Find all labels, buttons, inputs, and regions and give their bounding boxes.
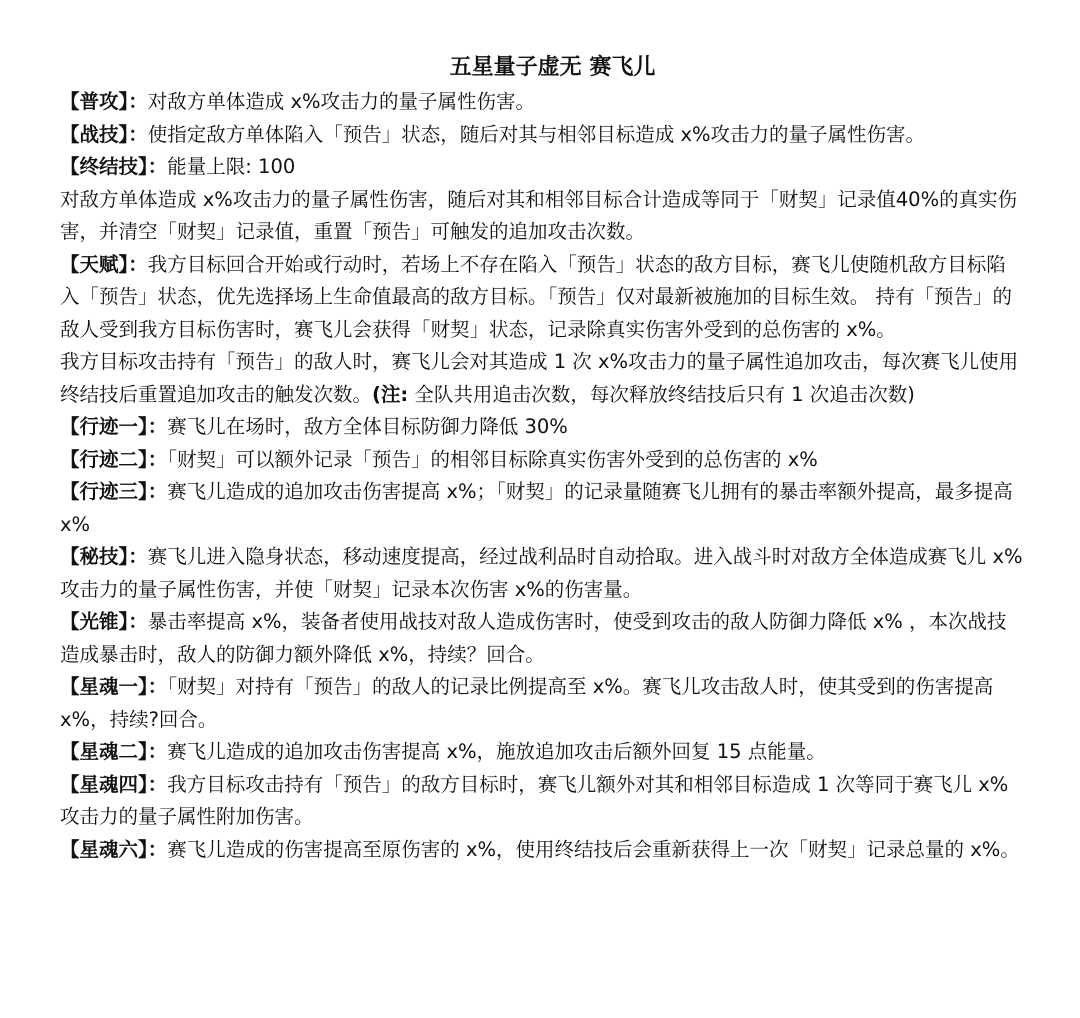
document bbox=[60, 50, 1025, 866]
section-label: 【星魂六】： bbox=[60, 837, 168, 861]
section-ultimate bbox=[60, 151, 1025, 184]
section-text: 我方目标攻击持有「预告」的敌人时，赛飞儿会对其造成 1 次 x%攻击力的量子属性追加攻击，每次赛飞儿使用终结技后重置追加攻击的触发次数。 bbox=[60, 350, 1019, 406]
section-text: 能量上限: 100 bbox=[167, 155, 296, 178]
section-eidolon-6 bbox=[60, 834, 1025, 867]
section-text: 我方目标回合开始或行动时，若场上不存在陷入「预告」状态的敌方目标，赛飞儿使随机敌方目标陷入「预告」状态，优先选择场上生命值最高的敌方目标。「预告」仅对最新被施加的目标生效。 持有「预告」的敌人受到我方目标伤害时，赛飞儿会获得「财契」状态，记录除真实伤害外受到的总伤害的 x%。 bbox=[60, 252, 1012, 341]
section-text: 使指定敌方单体陷入「预告」状态，随后对其与相邻目标造成 x%攻击力的量子属性伤害。 bbox=[147, 122, 926, 146]
section-label: 【终结技】： bbox=[60, 155, 168, 178]
section-label: 【行迹三】： bbox=[60, 480, 168, 503]
section-label: 【光锥】： bbox=[60, 610, 148, 633]
section-label: 【天赋】： bbox=[60, 252, 148, 276]
section-trace-2 bbox=[60, 444, 1025, 477]
section-text: 赛飞儿造成的追加攻击伤害提高 x%，施放追加攻击后额外回复 15 点能量。 bbox=[167, 740, 826, 763]
note-text: 全队共用追击次数，每次释放终结技后只有 1 次追击次数) bbox=[408, 382, 915, 406]
section-talent-followup bbox=[60, 346, 1025, 411]
note-label: (注: bbox=[372, 382, 409, 406]
section-text: 赛飞儿造成的追加攻击伤害提高 x%；「财契」的记录量随赛飞儿拥有的暴击率额外提高，最多提高 x% bbox=[60, 480, 1013, 536]
section-text: 暴击率提高 x%，装备者使用战技对敌人造成伤害时，使受到攻击的敌人防御力降低 x% ，本次战技造成暴击时，敌人的防御力额外降低 x%，持续？回合。 bbox=[60, 610, 1007, 666]
section-text: 赛飞儿在场时，敌方全体目标防御力降低 30% bbox=[167, 415, 568, 438]
section-text: 「财契」可以额外记录「预告」的相邻目标除真实伤害外受到的总伤害的 x% bbox=[167, 447, 818, 471]
section-talent bbox=[60, 249, 1025, 347]
section-ultimate-description bbox=[60, 184, 1025, 249]
document-title: 五星量子虚无 赛飞儿 bbox=[449, 55, 656, 80]
section-trace-1 bbox=[60, 411, 1025, 444]
section-label: 【战技】： bbox=[60, 122, 148, 146]
section-text: 「财契」对持有「预告」的敌人的记录比例提高至 x%。赛飞儿攻击敌人时，使其受到的伤害提高 x%，持续?回合。 bbox=[60, 675, 994, 731]
section-eidolon-2 bbox=[60, 736, 1025, 769]
section-text: 对敌方单体造成 x%攻击力的量子属性伤害。 bbox=[147, 90, 536, 113]
section-technique bbox=[60, 541, 1025, 606]
section-label: 【行迹一】： bbox=[60, 415, 168, 438]
section-trace-3 bbox=[60, 476, 1025, 541]
section-label: 【秘技】： bbox=[60, 545, 148, 568]
section-text: 赛飞儿造成的伤害提高至原伤害的 x%，使用终结技后会重新获得上一次「财契」记录总量的 x%。 bbox=[167, 837, 1020, 861]
section-text: 对敌方单体造成 x%攻击力的量子属性伤害，随后对其和相邻目标合计造成等同于「财契」记录值40%的真实伤害，并清空「财契」记录值，重置「预告」可触发的追加攻击次数。 bbox=[60, 187, 1018, 243]
section-eidolon-1 bbox=[60, 671, 1025, 736]
section-eidolon-4 bbox=[60, 769, 1025, 834]
section-skill bbox=[60, 119, 1025, 152]
section-text: 赛飞儿进入隐身状态，移动速度提高，经过战利品时自动拾取。进入战斗时对敌方全体造成赛飞儿 x%攻击力的量子属性伤害，并使「财契」记录本次伤害 x%的伤害量。 bbox=[60, 545, 1023, 601]
section-label: 【星魂四】： bbox=[60, 772, 168, 796]
section-label: 【行迹二】： bbox=[60, 447, 168, 471]
section-label: 【普攻】： bbox=[60, 90, 148, 113]
section-label: 【星魂一】： bbox=[60, 675, 168, 698]
section-basic-attack bbox=[60, 86, 1025, 119]
section-text: 我方目标攻击持有「预告」的敌方目标时，赛飞儿额外对其和相邻目标造成 1 次等同于赛飞儿 x%攻击力的量子属性附加伤害。 bbox=[60, 772, 1009, 828]
section-label: 【星魂二】： bbox=[60, 740, 168, 763]
section-light-cone bbox=[60, 606, 1025, 671]
